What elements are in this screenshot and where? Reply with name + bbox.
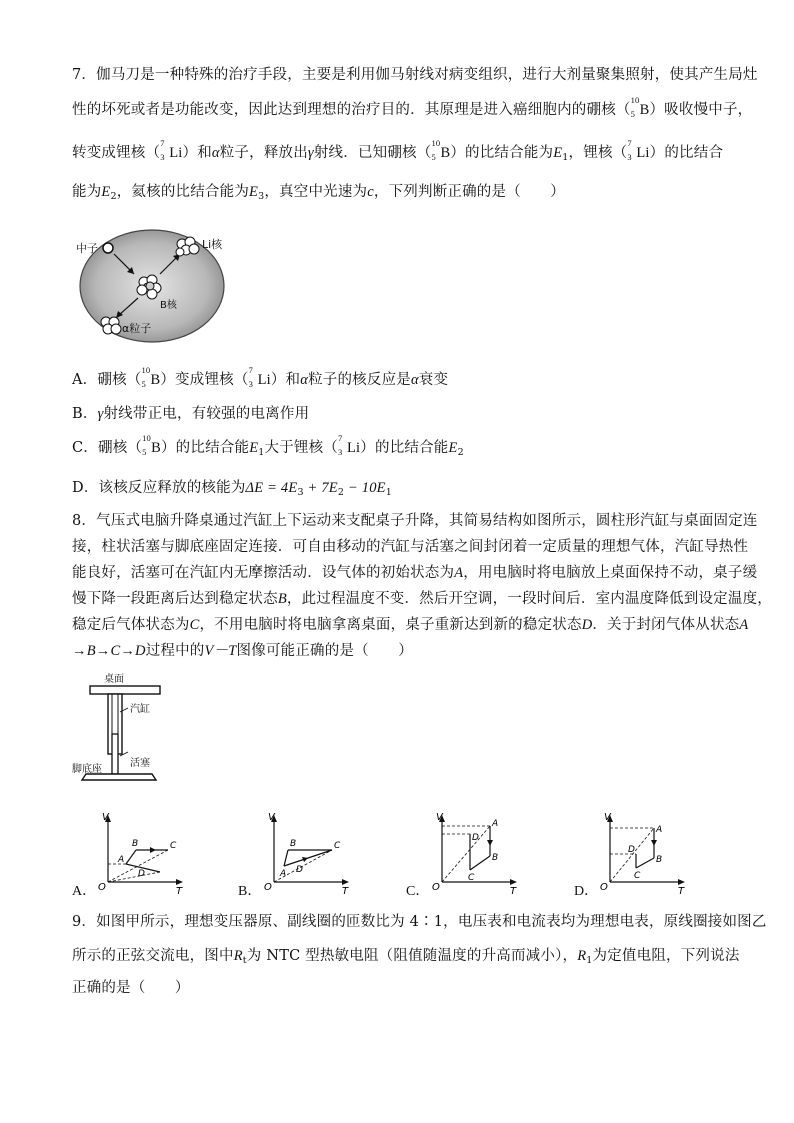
lithium-symbol: Li (169, 145, 183, 161)
resistor-symbol: R (233, 948, 243, 964)
q9-text: 所示的正弦交流电，图中 (72, 948, 234, 964)
t-axis-label: T (510, 886, 517, 896)
q7-option-d[interactable] (72, 476, 392, 498)
q8-text: ．关于封闭气体从状态 (592, 617, 740, 633)
formula: − 10E (344, 480, 386, 496)
origin-label: O (432, 882, 440, 893)
q8-line4 (72, 587, 772, 608)
boron-nucleus (141, 365, 161, 389)
option-text: ）的比结合能 (160, 440, 250, 456)
lithium-symbol: Li (257, 372, 271, 388)
boron-charge: 5 (431, 152, 436, 162)
energy-symbol: E (249, 440, 259, 456)
q7-option-c[interactable] (72, 433, 464, 458)
energy-symbol: E (553, 145, 563, 161)
q9-text: 为定值电阻，下列说法 (592, 948, 740, 964)
subscript: 1 (562, 152, 569, 163)
q7-text: ）吸收慢中子， (649, 102, 753, 118)
boron-mass: 10 (142, 433, 152, 443)
lithium-charge: 3 (627, 152, 632, 162)
option-d-label: D． (574, 884, 599, 899)
q7-line3 (72, 138, 724, 163)
li-label: Li核 (202, 238, 223, 251)
point-label: D (628, 845, 635, 855)
subscript: 3 (258, 191, 265, 202)
point-label: A (656, 825, 663, 835)
lithium-mass: 7 (627, 138, 632, 148)
subscript: 1 (586, 955, 593, 966)
q7-text: ）的比结合 (649, 145, 724, 161)
state-symbol: B (277, 591, 287, 607)
v-axis-label: V (436, 812, 443, 823)
q7-text: 性的坏死或者是功能改变，因此达到理想的治疗目的．其原理是进入癌细胞内的硼核（ (72, 102, 631, 118)
q7-text: ）的比结合能为 (450, 145, 554, 161)
state-symbol: D (581, 617, 593, 633)
b-label: B核 (160, 300, 177, 311)
option-text: 粒子的核反应是 (308, 372, 411, 388)
option-text: 射线带正电，有较强的电离作用 (103, 406, 310, 422)
q8-line6 (72, 639, 413, 660)
lithium-nucleus-icon (176, 237, 199, 256)
subscript: 2 (457, 447, 464, 458)
option-text: ）变成锂核（ (160, 372, 249, 388)
desk-label: 桌面 (104, 674, 124, 685)
resistor-symbol: R (577, 948, 587, 964)
q8-text: ，用电脑时将电脑放上桌面保持不动，桌子缓 (463, 565, 758, 581)
graph-d[interactable] (574, 810, 694, 899)
desk-figure (72, 672, 192, 792)
boron-symbol: B (639, 102, 650, 118)
lithium-charge: 3 (160, 152, 165, 162)
lithium-charge: 3 (338, 447, 343, 457)
boron-nucleus (142, 433, 161, 457)
lithium-charge: 3 (248, 379, 254, 389)
subscript: t (242, 955, 247, 966)
boron-mass: 10 (630, 95, 640, 105)
q7-option-b[interactable] (72, 402, 309, 423)
point-label: B (132, 839, 139, 849)
lithium-nucleus (338, 433, 361, 457)
origin-label: O (98, 882, 106, 893)
origin-label: O (264, 882, 272, 893)
q8-text: 能良好，活塞可在汽缸内无摩擦活动．设气体的初始状态为 (72, 565, 455, 581)
cylinder-label: 汽缸 (130, 704, 150, 715)
q8-line1: 8．气压式电脑升降桌通过汽缸上下运动来支配桌子升降，其简易结构如图所示，圆柱形汽缸与桌面固定连 (72, 513, 758, 529)
q9-text: 为 NTC 型热敏电阻（阻值随温度的升高而减小）， (246, 948, 578, 964)
base-label: 脚底座 (72, 764, 102, 775)
q7-option-a[interactable] (72, 365, 449, 389)
point-label: A (492, 819, 499, 829)
point-label: C (634, 871, 641, 881)
q7-text: 能为 (72, 184, 102, 200)
state-symbol: A (454, 565, 464, 581)
neutron-icon (103, 243, 113, 253)
option-b-label: B． (238, 884, 262, 899)
q7-line2 (72, 95, 753, 119)
option-text: A．硼核（ (72, 372, 142, 388)
alpha-symbol: α (410, 372, 419, 388)
t-axis-label: T (342, 886, 349, 896)
q9-line1: 9．如图甲所示，理想变压器原、副线圈的匝数比为 4∶1，电压表和电流表均为理想电表，原线圈接如图乙 (72, 914, 767, 930)
q7-text: ，锂核（ (568, 145, 628, 161)
point-label: D (138, 869, 145, 879)
q8-text: ，不用电脑时将电脑拿离桌面，桌子重新达到新的稳定状态 (199, 617, 582, 633)
point-label: C (468, 873, 475, 883)
t-axis-label: T (176, 886, 183, 896)
energy-symbol: E (249, 184, 259, 200)
q8-text: 稳定后气体状态为 (72, 617, 190, 633)
boron-nucleus (431, 138, 451, 162)
gamma-symbol: γ (307, 145, 314, 161)
option-text: 大于锂核（ (264, 440, 338, 456)
graph-b[interactable] (238, 810, 358, 899)
q7-line1: 7．伽马刀是一种特殊的治疗手段，主要是利用伽马射线对病变组织，进行大剂量聚集照射，使其产生局灶 (72, 67, 758, 83)
t-axis-label: T (678, 886, 685, 896)
lithium-nucleus (160, 138, 183, 162)
energy-symbol: E (448, 440, 458, 456)
subscript: 1 (385, 487, 392, 498)
formula: ΔE = 4E (245, 480, 298, 496)
boron-mass: 10 (431, 138, 441, 148)
lithium-symbol: Li (347, 440, 361, 456)
neutron-label: 中子 (76, 242, 98, 255)
q8-text: 图像可能正确的是（ ） (236, 643, 413, 659)
alpha-particle-icon (101, 317, 121, 334)
graph-a[interactable] (72, 810, 192, 899)
q8-line5 (72, 613, 748, 634)
v-axis-label: V (268, 812, 275, 823)
alpha-label: α粒子 (122, 322, 152, 335)
point-label: B (290, 839, 297, 849)
point-label: C (334, 841, 341, 851)
point-label: D (296, 865, 303, 875)
desk-top (90, 686, 160, 694)
boron-charge: 5 (630, 109, 636, 119)
boron-nucleus (630, 95, 650, 119)
option-text: C．硼核（ (72, 440, 143, 456)
subscript: 2 (110, 191, 117, 202)
lithium-symbol: Li (636, 145, 650, 161)
q8-line3 (72, 561, 757, 582)
v-axis-label: V (102, 812, 109, 823)
point-label: D (472, 833, 479, 843)
v-axis-label: V (604, 812, 611, 823)
piston (112, 734, 118, 774)
lithium-mass: 7 (160, 138, 165, 148)
alpha-symbol: α (300, 372, 309, 388)
q9-line3: 正确的是（ ） (72, 980, 190, 996)
energy-symbol: E (101, 184, 111, 200)
graph-a-plot (72, 810, 192, 896)
point-label: B (656, 855, 663, 865)
q7-text: ，氦核的比结合能为 (116, 184, 250, 200)
graph-b-plot (238, 810, 358, 896)
q8-line2: 接，柱状活塞与脚底座固定连接．可自由移动的汽缸与活塞之间封闭着一定质量的理想气体，汽缸导热性 (72, 539, 749, 555)
lithium-mass: 7 (248, 365, 254, 375)
graph-c-plot (406, 810, 526, 896)
point-label: A (280, 869, 287, 879)
light-speed-symbol: c (367, 184, 374, 200)
gamma-symbol: γ (97, 406, 104, 422)
origin-label: O (600, 882, 608, 893)
alpha-symbol: α (211, 145, 220, 161)
q7-text: 粒子，释放出 (219, 145, 308, 161)
q7-text: 射线．已知硼核（ (313, 145, 432, 161)
q9-line2 (72, 944, 740, 966)
vt-symbol: V－T (204, 643, 237, 659)
point-label: B (492, 853, 499, 863)
lithium-mass: 7 (338, 433, 343, 443)
q7-text: ，下列判断正确的是（ ） (373, 184, 565, 200)
q8-text: ，此过程温度不变．然后开空调，一段时间后．室内温度降低到设定温度， (286, 591, 772, 607)
boron-charge: 5 (141, 379, 146, 389)
boron-mass: 10 (141, 365, 151, 375)
q7-line4 (72, 180, 565, 202)
option-a-label: A． (72, 884, 97, 899)
option-text: ）的比结合能 (360, 440, 449, 456)
option-text: ）和 (270, 372, 301, 388)
piston-label: 活塞 (130, 758, 150, 769)
boron-symbol: B (150, 372, 161, 388)
formula: + 7E (303, 480, 338, 496)
q7-text: ，真空中光速为 (264, 184, 368, 200)
point-label: C (170, 841, 177, 851)
nuclear-reaction-figure (72, 226, 242, 344)
q7-text: ）和 (182, 145, 212, 161)
subscript: 3 (297, 487, 304, 498)
point-label: A (118, 855, 125, 865)
q8-text: 慢下降一段距离后达到稳定状态 (72, 591, 278, 607)
state-symbol: C (189, 617, 200, 633)
boron-symbol: B (151, 440, 161, 456)
lithium-nucleus (627, 138, 650, 162)
option-c-label: C． (406, 884, 430, 899)
state-symbol: A (739, 617, 749, 633)
boron-symbol: B (440, 145, 451, 161)
q8-text: 过程中的 (145, 643, 205, 659)
q7-text: 转变成锂核（ (72, 145, 161, 161)
option-text: B． (72, 406, 98, 422)
graph-c[interactable] (406, 810, 526, 899)
lithium-nucleus (248, 365, 271, 389)
option-text: D．该核反应释放的核能为 (72, 480, 246, 496)
subscript: 1 (258, 447, 265, 458)
state-sequence: →B→C→D (72, 643, 146, 659)
option-text: 衰变 (418, 372, 449, 388)
boron-charge: 5 (142, 447, 147, 457)
graph-d-plot (574, 810, 694, 896)
subscript: 2 (337, 487, 345, 498)
